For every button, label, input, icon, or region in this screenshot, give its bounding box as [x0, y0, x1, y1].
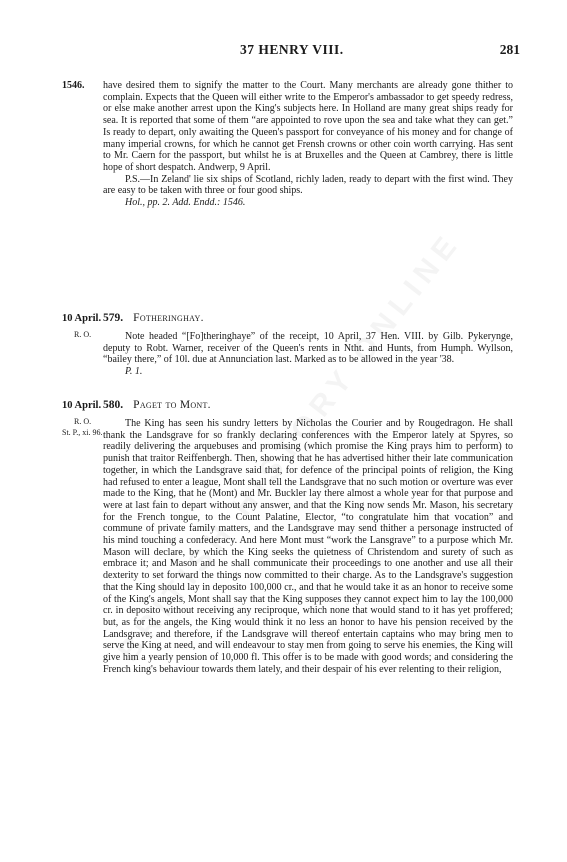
document-meta: Hol., pp. 2. Add. Endd.: 1546.: [125, 197, 246, 209]
continuation-paragraph: have desired them to signify the matter to the Court. Many merchants are already gone thither to complain. Expects that the Queen will either write to the Emperor's ambassador to get speedy redress, or else make another arrest upon the King's subjects here. In Holland are many great ships ready for sea. It is reported that some of them “are appointed to rove upon the sea and take what they can get.” Is ready to depart, only awaiting the Queen's passport for conveyance of his money and for change of many imperial crowns, for which he cannot get Frensh crowns or other coin worth carrying. Has sent to Mr. Caern for the passport, but whilst he is at Bruxelles and the Queen at Cambrey, there is little hope of short despatch. Andwerp, 9 April.: [103, 80, 513, 173]
page-title: 37 HENRY VIII.: [240, 42, 344, 57]
entry-579-ref: R. O.: [74, 330, 92, 339]
entry-580-text: The King has seen his sundry letters by Nicholas the Courier and by Rougedragon. He shall thank the Landsgrave for so frankly declaring conferences with the Emperor lately at Spyres, so readily delivering the arquebuses and promising (which promise the King prays him to perform) to punish that traitor Reiffenbergh. Then, showing that he has advertised hither their late communication together, in which the Landsgrave said that, for defence of the principal points of religion, the King had refused to enter a league, Mont shall tell the Landsgrave that no such motion or overture was ever made to the King, that he (Mont) and Mr. Buckler lay there almost a whole year for that purpose and were at last fain to depart without any answer, and that the King now sends Mr. Mason, his secretary for the French tongue, to the Count Palatine, Elector, “to congratulate him that vocation” and commune of private family matters, and the Landsgrave may send thither a personage instructed of his mind touching a confederacy. And here Mont must “work the Lansgrave” to a purpose which Mr. Mason will declare, by which the King seeks the quietness of Christendom and surety of such as embrace it; and Mason and he shall communicate their proceedings to one another and use all their dexterity to set forward the things now committed to their charge. As to the Landsgrave's suggestion that the King should lay in deposito 100,000 cr., and that he would take it as an honor to receive some of the King's angels, Mont shall say that the King supposes they cannot expect him to lay the 100,000 cr. in deposito without receiving any reciproque, which none that would stand to it has yet proffered; but, as for the angels, the King would think it no less an honor to have his pension received by the Landsgrave; and therefore, if the Landsgrave will thereof entertain captains who may bring men to serve the King at need, and will endeavour to stay men from going to serve his enemies, the King will give him a yearly pension of 10,000 fl. This offer is to be made with good words; and considering the French king's behaviour towards them lately, and their despair of his ever relenting to their religion,: [103, 418, 513, 675]
entry-579-body: [103, 331, 513, 378]
entry-580-ref: R. O.: [74, 417, 92, 426]
entry-580-ref-state-papers: St. P., xi. 96.: [62, 428, 103, 437]
entry-580-number: 580.: [103, 399, 124, 411]
postscript: P.S.—In Zeland' lie six ships of Scotland, richly laden, ready to depart with the first wind. They are easy to be taken with three or four good ships.: [103, 173, 513, 197]
margin-year: 1546.: [62, 80, 85, 91]
entry-579-number: 579.: [103, 312, 124, 324]
running-head: [0, 42, 567, 60]
entry-579-text: Note headed “[Fo]theringhaye” of the receipt, 10 April, 37 Hen. VIII. by Gilb. Pykerynge, deputy to Robt. Warner, receiver of the Queen's rents in Ntht. and Hunts, from Humph. Wyllson, “bailey there,” of 10l. due at Annunciation last. Marked as to be allowed in the year '38.: [103, 331, 513, 366]
entry-580-date: 10 April.: [62, 400, 102, 411]
entry-579-title: Fotheringhay.: [133, 312, 204, 324]
entry-579-heading: [103, 312, 204, 324]
entry-580-heading: [103, 399, 211, 411]
entry-580-body: [103, 418, 513, 675]
page-number: 281: [499, 42, 520, 57]
entry-580-title: Paget to Mont.: [133, 399, 211, 411]
continuation-text: [103, 80, 513, 209]
entry-579-meta: P. 1.: [125, 366, 143, 378]
entry-579-date: 10 April.: [62, 313, 102, 324]
